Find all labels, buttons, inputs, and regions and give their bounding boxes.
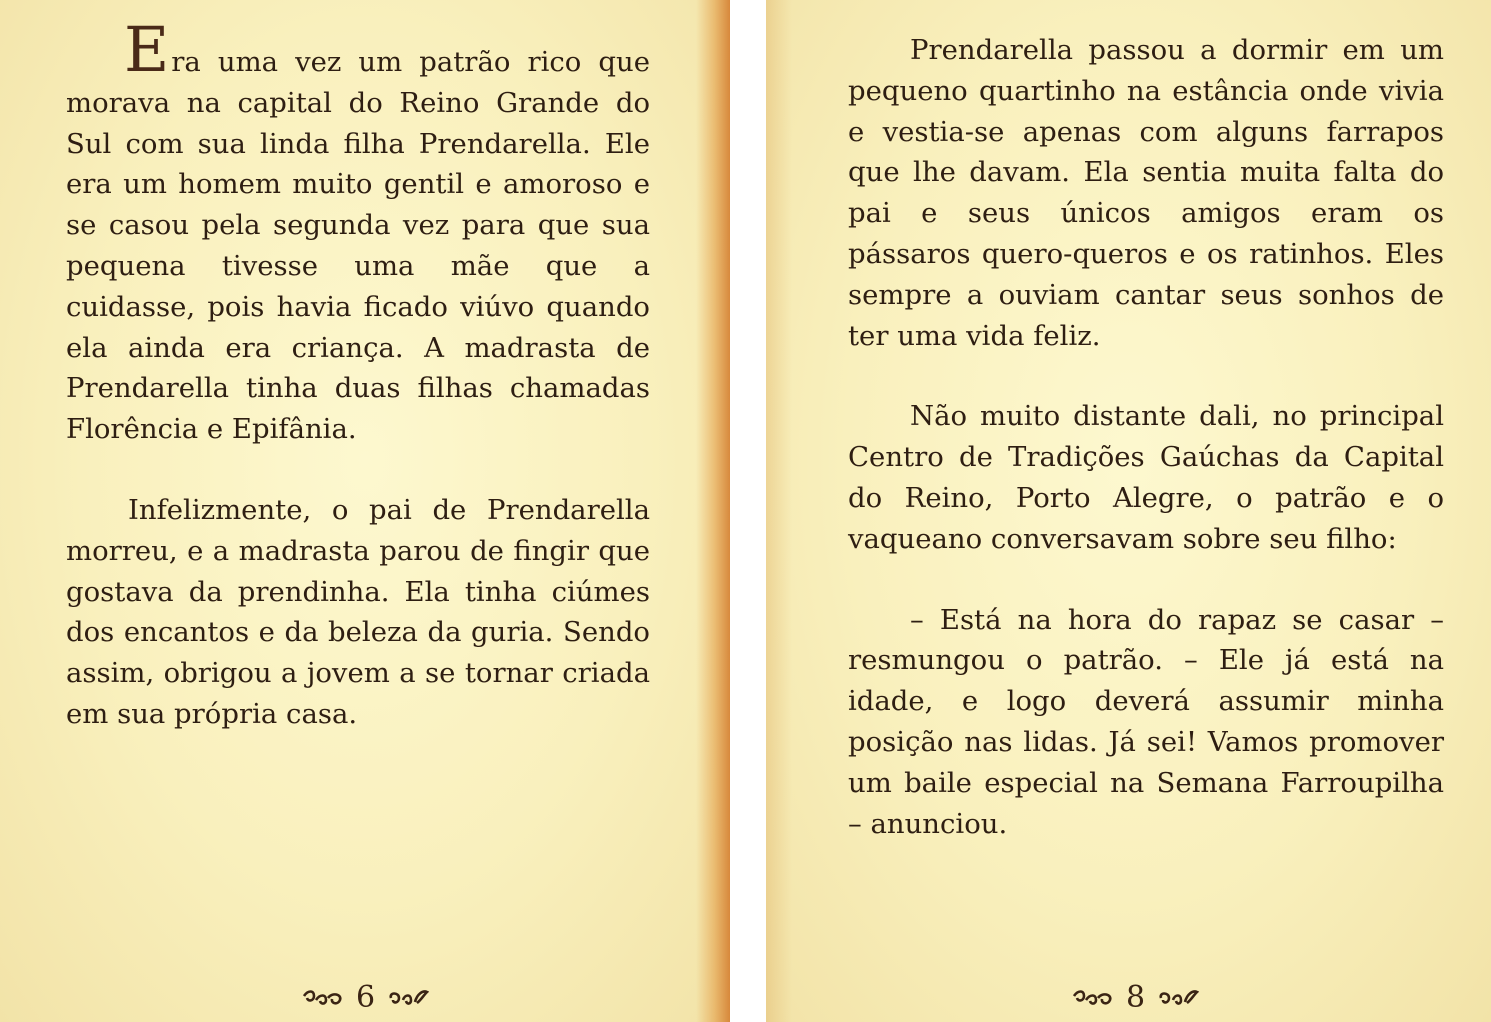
floral-ornament-right-icon [387,988,429,1008]
paragraph: Prendarella passou a dormir em um pequeno quartinho na estância onde vivia e vestia-se apenas com alguns farrapos que lhe davam. Ela sentia muita falta do pai e seus únicos amigos eram os pássaros quero-queros e os ratinhos. Eles sempre a ouviam cantar seus sonhos de ter uma vida feliz. [848,34,1444,352]
left-page-text [66,13,650,775]
paragraph-text: ra uma vez um patrão rico que morava na capital do Reino Grande do Sul com sua linda filha Prendarella. Ele era um homem muito gentil e amoroso e se casou pela segunda vez para que sua pequena tivesse uma mãe que a cuidasse, pois havia ficado viúvo quando ela ainda era criança. A madrasta de Prendarella tinha duas filhas chamadas Florência e Epifânia. [66,46,650,446]
paragraph: – Está na hora do rapaz se casar – resmungou o patrão. – Ele já está na idade, e logo deverá assumir minha posição nas lidas. Já sei! Vamos promover um baile especial na Semana Farroupilha – anunciou. [848,603,1444,840]
floral-ornament-left-icon [1072,988,1114,1008]
floral-ornament-left-icon [302,988,344,1008]
page-number: 8 [1126,980,1146,1015]
page-footer [1072,976,1199,1020]
left-page [0,0,730,1022]
floral-ornament-right-icon [1157,988,1199,1008]
right-page [766,0,1491,1022]
paragraph [66,13,650,450]
drop-cap: E [124,13,172,86]
paragraph: Infelizmente, o pai de Prendarella morreu, e a madrasta parou de fingir que gostava da prendinha. Ela tinha ciúmes dos encantos e da beleza da guria. Sendo assim, obrigou a jovem a se tornar criada em sua própria casa. [66,493,650,730]
page-footer [302,976,429,1020]
page-number: 6 [356,980,376,1015]
right-page-text [848,30,1444,884]
paragraph: Não muito distante dali, no principal Centro de Tradições Gaúchas da Capital do Reino, Porto Alegre, o patrão e o vaqueano conversavam sobre seu filho: [848,400,1444,555]
